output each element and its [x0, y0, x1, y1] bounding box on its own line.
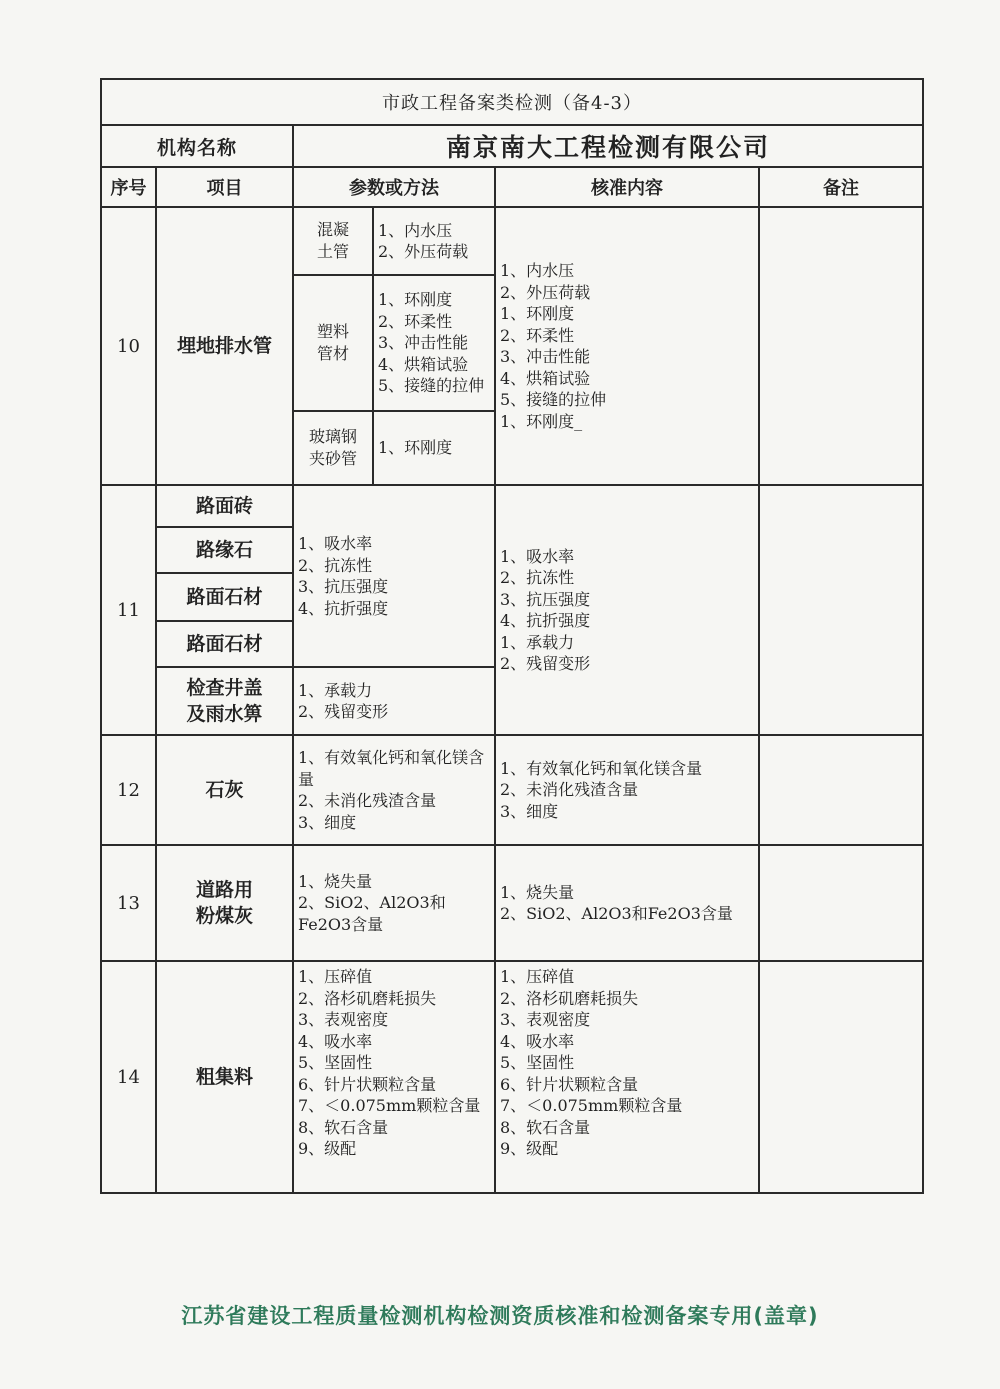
row-12-remark: [759, 735, 923, 845]
row-13-item: 道路用 粉煤灰: [156, 845, 293, 961]
row-13-remark: [759, 845, 923, 961]
header-param: 参数或方法: [293, 167, 495, 207]
table-title: 市政工程备案类检测（备4-3）: [101, 79, 923, 125]
row-10-sub1-name: 混凝 土管: [293, 207, 373, 275]
row-12-no: 12: [101, 735, 156, 845]
stamp-caption: 江苏省建设工程质量检测机构检测资质核准和检测备案专用(盖章): [181, 1304, 819, 1328]
org-label: 机构名称: [101, 125, 293, 167]
filing-table: [100, 78, 924, 1194]
row-11-no: 11: [101, 485, 156, 735]
row-11-params-2: 1、承载力 2、残留变形: [293, 667, 495, 735]
row-14-remark: [759, 961, 923, 1193]
header-content: 核准内容: [495, 167, 759, 207]
row-13-params: 1、烧失量 2、SiO2、Al2O3和Fe2O3含量: [293, 845, 495, 961]
row-11-content: 1、吸水率 2、抗冻性 3、抗压强度 4、抗折强度 1、承载力 2、残留变形: [495, 485, 759, 735]
row-13-no: 13: [101, 845, 156, 961]
header-remark: 备注: [759, 167, 923, 207]
header-item: 项目: [156, 167, 293, 207]
row-10-sub3-params: 1、环刚度: [373, 411, 495, 485]
row-11-item-5: 检查井盖 及雨水箅: [156, 667, 293, 735]
row-12-item: 石灰: [156, 735, 293, 845]
row-11-item-3: 路面石材: [156, 573, 293, 621]
row-10-sub2-name: 塑料 管材: [293, 275, 373, 411]
row-11-remark: [759, 485, 923, 735]
row-11-item-4: 路面石材: [156, 621, 293, 667]
row-12-params: 1、有效氧化钙和氧化镁含量 2、未消化残渣含量 3、细度: [293, 735, 495, 845]
row-10-no: 10: [101, 207, 156, 485]
row-10-sub1-params: 1、内水压 2、外压荷载: [373, 207, 495, 275]
row-14-params: 1、压碎值 2、洛杉矶磨耗损失 3、表观密度 4、吸水率 5、坚固性 6、针片状颗粒含量 7、＜0.075mm颗粒含量 8、软石含量 9、级配: [293, 961, 495, 1193]
row-10-content: 1、内水压 2、外压荷载 1、环刚度 2、环柔性 3、冲击性能 4、烘箱试验 5、接缝的拉伸 1、环刚度_: [495, 207, 759, 485]
row-11-params-1: 1、吸水率 2、抗冻性 3、抗压强度 4、抗折强度: [293, 485, 495, 667]
row-11-item-1: 路面砖: [156, 485, 293, 527]
org-name: 南京南大工程检测有限公司: [293, 125, 923, 167]
row-10-sub2-params: 1、环刚度 2、环柔性 3、冲击性能 4、烘箱试验 5、接缝的拉伸: [373, 275, 495, 411]
row-12-content: 1、有效氧化钙和氧化镁含量 2、未消化残渣含量 3、细度: [495, 735, 759, 845]
row-14-content: 1、压碎值 2、洛杉矶磨耗损失 3、表观密度 4、吸水率 5、坚固性 6、针片状颗粒含量 7、＜0.075mm颗粒含量 8、软石含量 9、级配: [495, 961, 759, 1193]
row-14-item: 粗集料: [156, 961, 293, 1193]
row-10-sub3-name: 玻璃钢 夹砂管: [293, 411, 373, 485]
row-10-item: 埋地排水管: [156, 207, 293, 485]
header-no: 序号: [101, 167, 156, 207]
row-11-item-2: 路缘石: [156, 527, 293, 573]
row-13-content: 1、烧失量 2、SiO2、Al2O3和Fe2O3含量: [495, 845, 759, 961]
row-14-no: 14: [101, 961, 156, 1193]
row-10-remark: [759, 207, 923, 485]
